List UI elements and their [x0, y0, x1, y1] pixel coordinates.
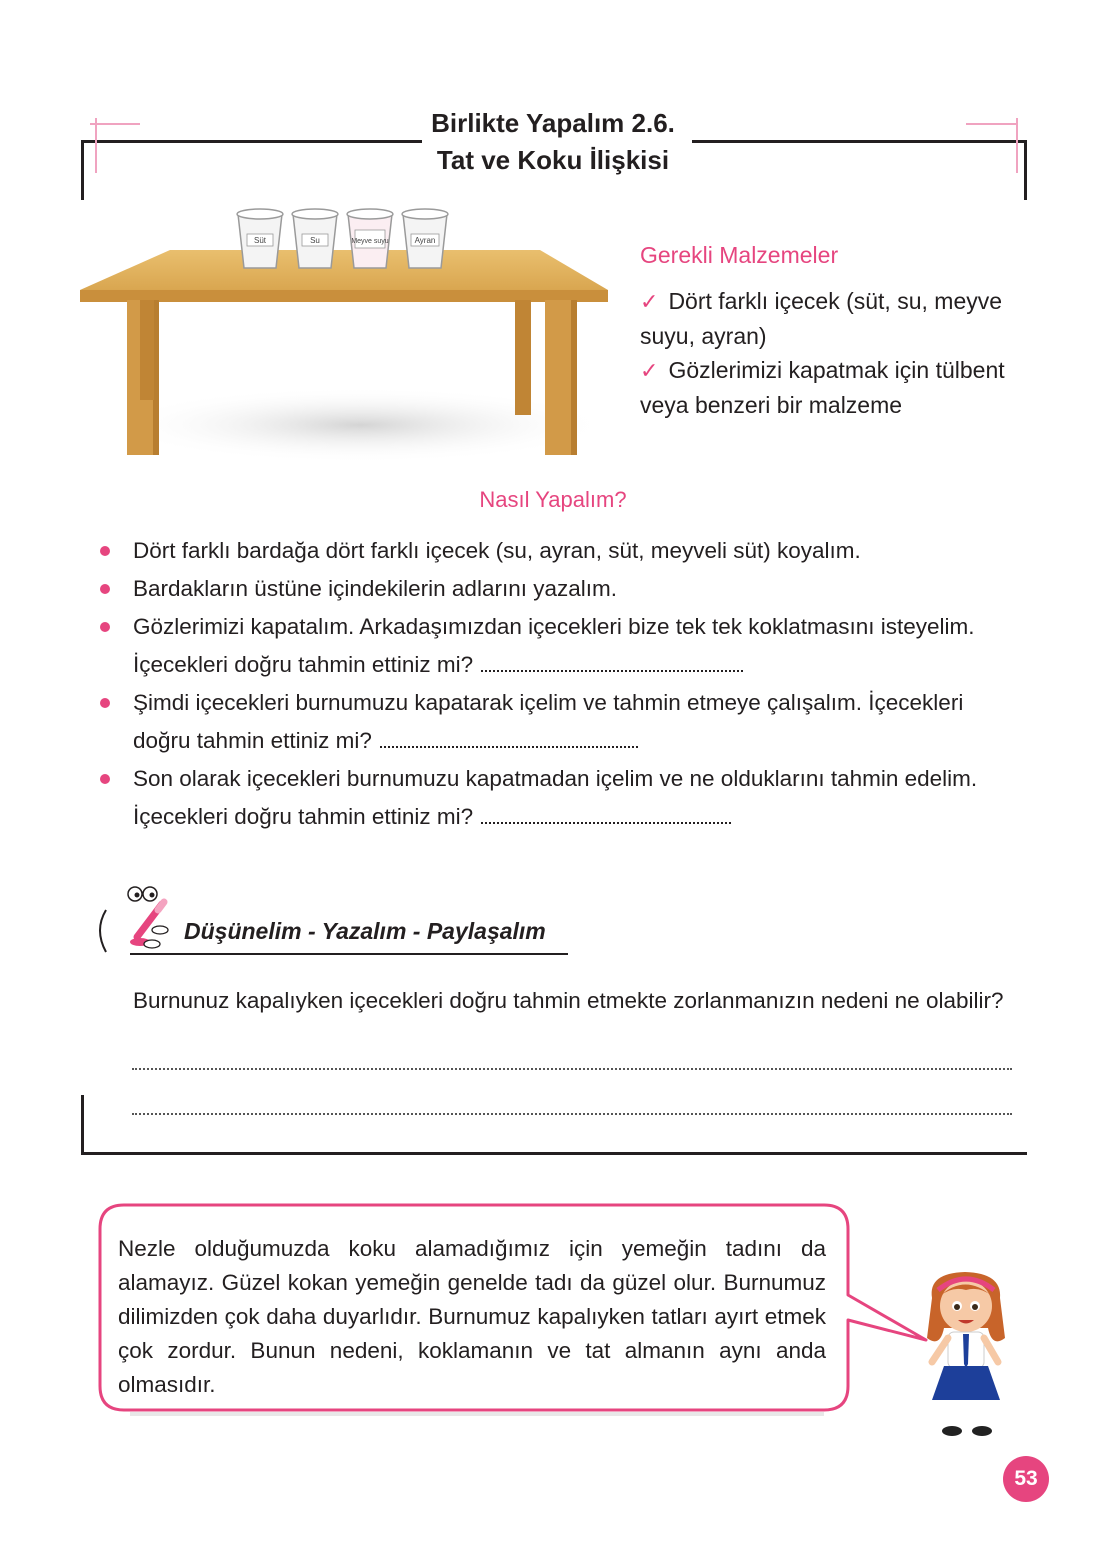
cup-label-milk: Süt [253, 236, 267, 245]
materials-heading: Gerekli Malzemeler [640, 242, 839, 268]
cup-label-ayran: Ayran [414, 236, 436, 245]
list-item: Son olarak içecekleri burnumuzu kapatmadan içelim ve ne olduklarını tahmin edelim. İçecekleri doğru tahmin ettiniz mi? [100, 760, 1000, 836]
materials-item: ✓ Gözlerimizi kapatmak için tülbent veya benzeri bir malzeme [640, 357, 1005, 418]
answer-line[interactable] [132, 1068, 1012, 1070]
list-item: Dört farklı bardağa dört farklı içecek (su, ayran, süt, meyveli süt) koyalım. [100, 532, 1000, 570]
checkmark-icon: ✓ [640, 358, 659, 383]
list-item: Bardakların üstüne içindekilerin adlarını yazalım. [100, 570, 1000, 608]
cup-label-juice: Meyve suyu [351, 238, 389, 245]
howto-steps [100, 532, 1000, 836]
reflection-question: Burnunuz kapalıyken içecekleri doğru tahmin etmekte zorlanmanızın nedeni ne olabilir? [133, 988, 1004, 1013]
answer-blank[interactable] [380, 728, 638, 748]
girl-character [910, 1268, 1035, 1443]
think-write-share-title: Düşünelim - Yazalım - Paylaşalım [184, 918, 546, 944]
info-text: Nezle olduğumuzda koku alamadığımız için yemeğin tadını da alamayız. Güzel kokan yemeğin genelde tadı da güzel olur. Burnumuz dilimizden çok daha duyarlıdır. Burnumuz kapalıyken tatları ayırt etmek çok zordur. Bunun nedeni, koklamanın ve tat almanın aynı anda olmasıdır. [118, 1236, 826, 1397]
materials-item: ✓ Dört farklı içecek (süt, su, meyve suyu, ayran) [640, 288, 1003, 349]
materials-list [640, 284, 1020, 422]
list-item: Şimdi içecekleri burnumuzu kapatarak içelim ve tahmin etmeye çalışalım. İçecekleri doğru tahmin ettiniz mi? [100, 684, 1000, 760]
list-item: Gözlerimizi kapatalım. Arkadaşımızdan içecekleri bize tek tek koklatmasını isteyelim. İçecekleri doğru tahmin ettiniz mi? [100, 608, 1000, 684]
activity-title: Birlikte Yapalım 2.6. [0, 108, 1106, 139]
answer-blank[interactable] [481, 652, 743, 672]
howto-heading: Nasıl Yapalım? [479, 487, 627, 512]
answer-line[interactable] [132, 1113, 1012, 1115]
table-illustration [75, 200, 620, 465]
answer-blank[interactable] [481, 804, 731, 824]
title-underline [130, 953, 568, 955]
thinking-pencil-icon [92, 882, 182, 962]
page-number: 53 [1003, 1456, 1049, 1502]
cup-label-water: Su [310, 236, 320, 245]
checkmark-icon: ✓ [640, 289, 659, 314]
activity-subtitle: Tat ve Koku İlişkisi [436, 145, 670, 175]
